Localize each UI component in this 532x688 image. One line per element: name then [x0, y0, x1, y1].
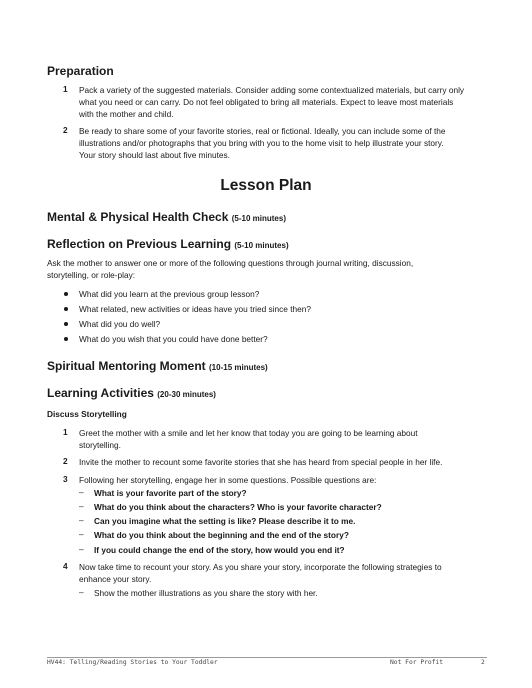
reflection-bullet: What do you wish that you could have done better? — [79, 334, 268, 344]
strategy-item: Show the mother illustrations as you share the story with her. — [94, 588, 318, 598]
preparation-heading: Preparation — [47, 64, 114, 78]
reflection-bullet: What related, new activities or ideas have you tried since then? — [79, 304, 311, 314]
footer-divider — [47, 657, 487, 658]
learning-item-3-number: 3 — [63, 474, 68, 484]
dash-marker: – — [79, 544, 84, 554]
question-item: What is your favorite part of the story? — [94, 488, 247, 498]
footer-not-for-profit: Not For Profit — [390, 659, 444, 666]
learning-item-2-text: Invite the mother to recount some favorite stories that she has heard from special people in her life. — [79, 457, 443, 467]
dash-marker: – — [79, 529, 84, 539]
bullet-dot — [64, 322, 68, 326]
bullet-dot — [64, 307, 68, 311]
prep-item-2-text: Be ready to share some of your favorite stories, real or fictional. Ideally, you can include some of the illustrations and/or photographs that you bring with you to the home visit to help illustrate your story. Your story should last about five minutes. — [79, 126, 446, 160]
question-item: Can you imagine what the setting is like? Please describe it to me. — [94, 516, 356, 526]
footer-page-number: 2 — [481, 659, 485, 666]
prep-item-1-text: Pack a variety of the suggested materials. Consider adding some contextualized materials, but carry only what you need or can carry. Do not feel obligated to bring all materials. Expect to leave most materials with the mother and child. — [79, 85, 465, 119]
learning-item-3-text: Following her storytelling, engage her in some questions. Possible questions are: — [79, 475, 377, 485]
bullet-dot — [64, 337, 68, 341]
question-item: What do you think about the beginning and the end of the story? — [94, 530, 349, 540]
dash-marker: – — [79, 515, 84, 525]
learning-heading: Learning Activities (20-30 minutes) — [47, 386, 216, 400]
reflection-heading: Reflection on Previous Learning (5-10 minutes) — [47, 237, 289, 251]
learning-subheading: Discuss Storytelling — [47, 409, 127, 419]
reflection-bullet: What did you do well? — [79, 319, 161, 329]
dash-marker: – — [79, 501, 84, 511]
learning-item-1-text: Greet the mother with a smile and let her know that today you are going to be learning about storytelling. — [79, 428, 418, 450]
bullet-dot — [64, 292, 68, 296]
learning-item-1-number: 1 — [63, 427, 68, 437]
spiritual-heading: Spiritual Mentoring Moment (10-15 minutes) — [47, 359, 268, 373]
reflection-bullet: What did you learn at the previous group lesson? — [79, 289, 260, 299]
prep-item-2-number: 2 — [63, 125, 68, 135]
lesson-plan-title: Lesson Plan — [220, 177, 312, 194]
dash-marker: – — [79, 587, 84, 597]
learning-item-2-number: 2 — [63, 456, 68, 466]
question-item: If you could change the end of the story, how would you end it? — [94, 545, 345, 555]
dash-marker: – — [79, 487, 84, 497]
reflection-intro: Ask the mother to answer one or more of the following questions through journal writing, discussion, storytelling, or role-play: — [47, 258, 414, 280]
learning-item-4-number: 4 — [63, 561, 68, 571]
question-item: What do you think about the characters? Who is your favorite character? — [94, 502, 382, 512]
prep-item-1-number: 1 — [63, 84, 68, 94]
learning-item-4-text: Now take time to recount your story. As you share your story, incorporate the following strategies to enhance your story. — [79, 562, 442, 584]
health-check-heading: Mental & Physical Health Check (5-10 minutes) — [47, 210, 286, 224]
footer-title: HV44: Telling/Reading Stories to Your Toddler — [47, 659, 218, 666]
